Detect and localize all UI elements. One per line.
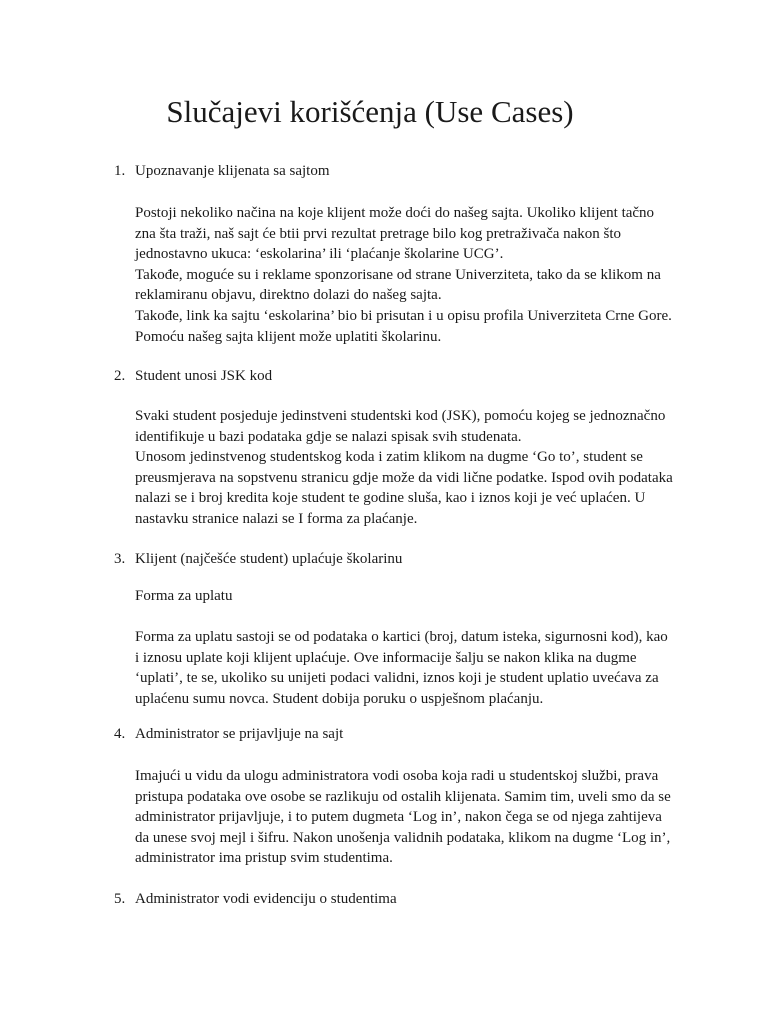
paragraph-line: Takođe, link ka sajtu ‘eskolarina’ bio bi prisutan i u opisu profila Univerziteta Crne Gore. (135, 307, 672, 324)
paragraph-line: Imajući u vidu da ulogu administratora vodi osoba koja radi u studentskoj službi, prava (135, 768, 659, 784)
section-number: 2. (114, 368, 126, 384)
section-heading: Student unosi JSK kod (135, 368, 273, 384)
paragraph-line: Takođe, moguće su i reklame sponzorisane od strane Univerziteta, tako da se klikom na (135, 266, 661, 283)
paragraph-line: jednostavno ukuca: ‘eskolarina’ ili ‘plaćanje školarine UCG’. (135, 246, 504, 263)
section-paragraph (135, 203, 695, 347)
paragraph-line: uplaćenu sumu novca. Student dobija poruku o uspješnom plaćanju. (135, 690, 544, 707)
section-heading: Klijent (najčešće student) uplaćuje školarinu (135, 551, 403, 567)
section-number: 1. (114, 163, 126, 179)
section-paragraph (135, 627, 695, 709)
paragraph-line: i iznosu uplate koji klijent uplaćuje. Ove informacije šalju se nakon klika na dugme (135, 649, 637, 666)
paragraph-line: pristupa podataka ove osobe se razlikuju od ostalih klijenata. Samim tim, uveli smo da se (135, 788, 671, 805)
paragraph-line: Forma za uplatu sastoji se od podataka o kartici (broj, datum isteka, sigurnosni kod), kao (135, 629, 668, 645)
section-number: 5. (114, 891, 126, 907)
paragraph-line: Postoji nekoliko načina na koje klijent može doći do našeg sajta. Ukoliko klijent tačno (135, 205, 655, 221)
paragraph-line: identifikuje u bazi podataka gdje se nalazi spisak svih studenata. (135, 428, 522, 445)
document-title: Slučajevi korišćenja (Use Cases) (166, 94, 574, 129)
section-number: 4. (114, 726, 126, 742)
paragraph-line: Pomoću našeg sajta klijent može uplatiti školarinu. (135, 328, 442, 345)
section-paragraph (135, 406, 695, 530)
section-number: 3. (114, 551, 126, 567)
paragraph-line: ‘uplati’, te se, ukoliko su unijeti podaci validni, iznos koji je student uplatio uvećava za (135, 670, 659, 687)
paragraph-line: nastavku stranice nalazi se I forma za plaćanje. (135, 510, 418, 527)
paragraph-line: da unese svoj mejl i šifru. Nakon unošenja validnih podataka, klikom na dugme ‘Log in’, (135, 829, 671, 846)
paragraph-line: Unosom jedinstvenog studentskog koda i zatim klikom na dugme ‘Go to’, student se (135, 449, 643, 466)
paragraph-line: administrator prijavljuje, i to putem dugmeta ‘Log in’, nakon čega se od njega zahtijeva (135, 809, 662, 826)
section-heading: Upoznavanje klijenata sa sajtom (135, 163, 330, 179)
section-paragraph (135, 766, 695, 869)
section-heading: Administrator se prijavljuje na sajt (135, 726, 344, 742)
section-subheading: Forma za uplatu (135, 588, 233, 604)
paragraph-line: administrator ima pristup svim studentima. (135, 850, 393, 867)
paragraph-line: Svaki student posjeduje jedinstveni studentski kod (JSK), pomoću kojeg se jednoznačno (135, 408, 666, 424)
paragraph-line: reklamiranu objavu, direktno dolazi do našeg sajta. (135, 287, 442, 304)
paragraph-line: nalazi se i broj kredita koje student te godine sluša, kao i iznos koji je već uplaćen. U (135, 490, 646, 507)
section-heading: Administrator vodi evidenciju o studentima (135, 891, 397, 907)
paragraph-line: zna šta traži, naš sajt će btii prvi rezultat pretrage bilo kog pretraživača nakon što (135, 225, 622, 242)
paragraph-line: preusmjerava na sopstvenu stranicu gdje može da vidi lične podatke. Ispod ovih podataka (135, 469, 673, 486)
